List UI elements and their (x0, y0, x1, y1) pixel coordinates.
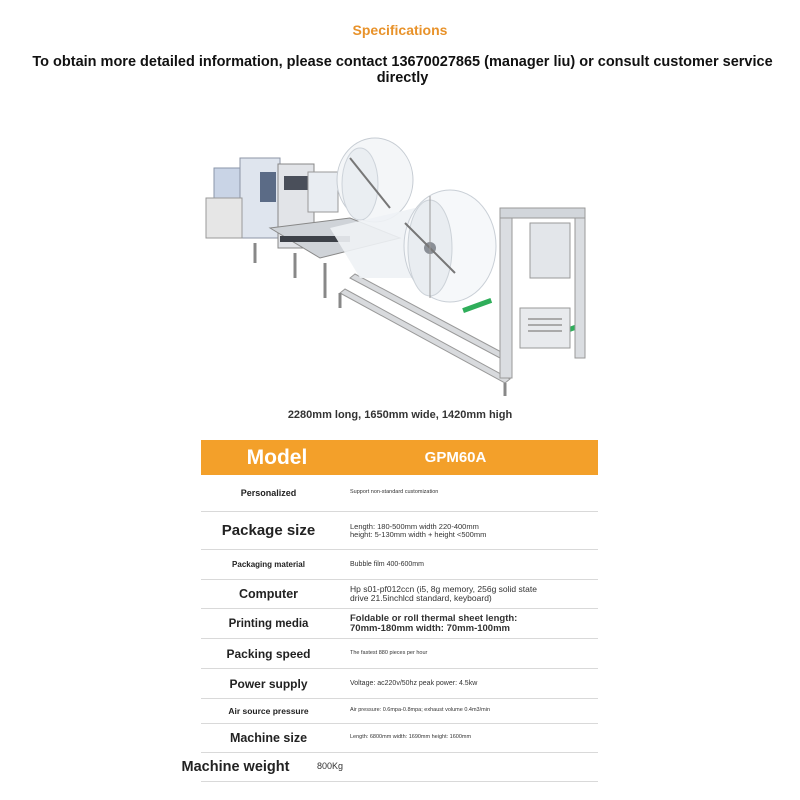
row-label: Computer (238, 587, 299, 601)
row-label: Personalized (240, 488, 297, 498)
row-value: 800Kg (317, 761, 344, 772)
row-value: Air pressure: 0.6mpa-0.8mpa; exhaust volume 0.4m3/min (350, 707, 491, 714)
row-label: Packaging material (232, 560, 305, 569)
spec-table-header (201, 440, 598, 475)
row-label: Printing media (228, 617, 309, 630)
model-value: GPM60A (424, 449, 487, 466)
row-value: Hp s01-pf012ccn (i5, 8g memory, 256g solid state drive 21.5inchlcd standard, keyboard) (350, 584, 537, 603)
spec-table (181, 440, 598, 782)
table-row (201, 724, 598, 753)
table-row (201, 512, 598, 550)
contact-notice: To obtain more detailed information, please contact 13670027865 (manager liu) or consult customer service directly (32, 54, 773, 86)
row-label: Package size (221, 522, 316, 539)
row-label: Packing speed (226, 646, 311, 661)
table-row (201, 609, 598, 639)
row-value: Bubble film 400-600mm (350, 560, 424, 568)
table-row (201, 639, 598, 669)
machine-dimensions-caption: 2280mm long, 1650mm wide, 1420mm high (287, 409, 513, 421)
row-label: Machine weight (181, 759, 290, 775)
packaging-machine-image (200, 128, 600, 400)
table-row (201, 669, 598, 699)
row-value: Foldable or roll thermal sheet length: 70mm-180mm width: 70mm-100mm (350, 612, 518, 634)
model-label: Model (246, 445, 308, 469)
page-title: Specifications (352, 22, 448, 38)
row-label: Air source pressure (228, 706, 309, 716)
table-row (201, 550, 598, 580)
row-value: Support non-standard customization (350, 489, 439, 496)
table-row (201, 580, 598, 609)
table-row (181, 753, 598, 782)
table-row (201, 475, 598, 512)
row-value: Length: 180-500mm width 220-400mm height: 5-130mm width + height <500mm (350, 521, 487, 539)
row-label: Machine size (229, 731, 308, 745)
table-row (201, 699, 598, 724)
row-label: Power supply (229, 676, 308, 691)
row-value: The fastest 880 pieces per hour (350, 649, 428, 656)
row-value: Length: 6800mm width: 1690mm height: 1600mm (350, 734, 472, 741)
row-value: Voltage: ac220v/50hz peak power: 4.5kw (350, 679, 478, 687)
